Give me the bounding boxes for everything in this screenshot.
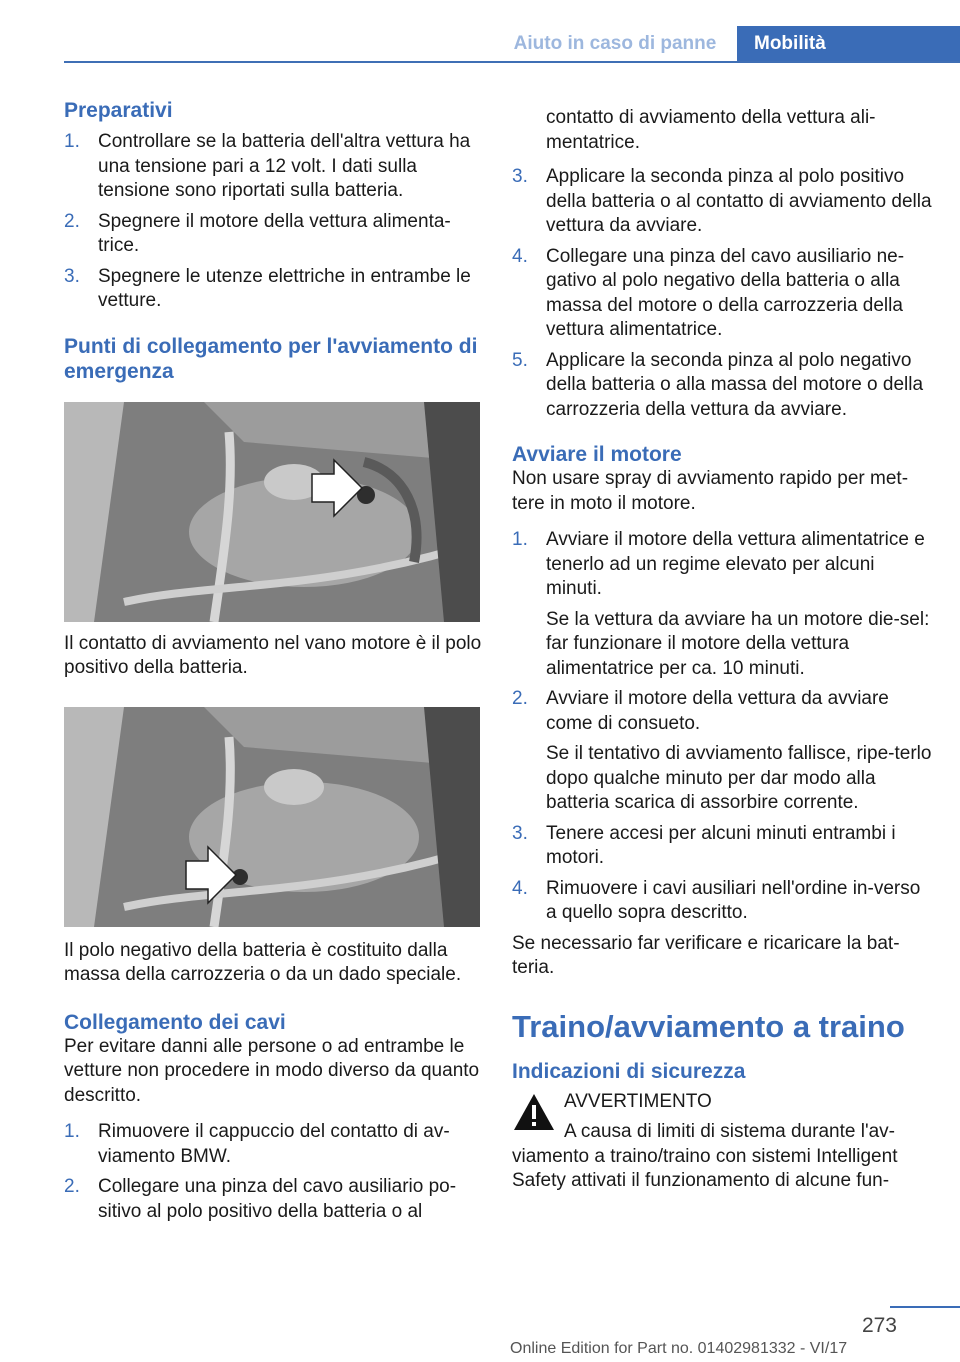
figure-1-caption: Il contatto di avviamento nel vano motore è il polo positivo della batteria. [64, 632, 482, 678]
list-item: 3. Spegnere le utenze elettriche in entrambe le vetture. [64, 265, 471, 311]
header-chapter-tab: Mobilità [737, 26, 960, 63]
cable-connection-intro: Per evitare danni alle persone o ad entrambe le vetture non procedere in modo diverso da quanto descritto. [64, 1035, 480, 1106]
list-item: 3. Tenere accesi per alcuni minuti entrambi i motori. [512, 822, 896, 868]
list-item: 1. Rimuovere il cappuccio del contatto di av‐viamento BMW. [64, 1121, 450, 1167]
start-engine-intro: Non usare spray di avviamento rapido per met‐tere in moto il motore. [512, 468, 909, 514]
engine-bay-figure-positive [64, 402, 480, 622]
list-item: 4. Collegare una pinza del cavo ausiliario ne‐gativo al polo negativo della batteria o alla massa del motore o della carrozzeria della vettura alimentatrice. [512, 245, 905, 340]
list-item-note: Se la vettura da avviare ha un motore die‐sel: far funzionare il motore della vettura alimentatrice per ca. 10 minuti. [546, 608, 930, 679]
footer-edition: Online Edition for Part no. 01402981332 - VI/17 [510, 1340, 848, 1357]
continued-text: contatto di avviamento della vettura ali‐mentatrice. [546, 107, 876, 153]
warning-block [512, 1090, 932, 1194]
safety-heading: Indicazioni di sicurezza [512, 1059, 746, 1083]
connection-points-heading: Punti di collegamento per l'avviamento di emergenza [64, 334, 478, 383]
list-item: 1. Controllare se la batteria dell'altra vettura ha una tensione pari a 12 volt. I dati sulla tensione sono riportati sulla batteria. [64, 131, 471, 201]
preparativi-heading: Preparativi [64, 99, 173, 122]
engine-bay-figure-negative [64, 707, 480, 927]
list-item: 2. Spegnere il motore della vettura alimenta‐trice. [64, 210, 451, 256]
right-column [512, 106, 932, 1194]
cable-connection-heading: Collegamento dei cavi [64, 1010, 286, 1034]
list-item-note: Se il tentativo di avviamento fallisce, ripe‐terlo dopo qualche minuto per dar modo alla batteria scarica di assorbire corrente. [546, 743, 932, 813]
list-item: 3. Applicare la seconda pinza al polo positivo della batteria o al contatto di avviamento della vettura da avviare. [512, 166, 932, 236]
warning-label: AVVERTIMENTO [564, 1090, 712, 1112]
figure-2-caption: Il polo negativo della batteria è costituito dalla massa della carrozzeria o da un dado speciale. [64, 939, 462, 985]
list-item: 4. Rimuovere i cavi ausiliari nell'ordine in‐verso a quello sopra descritto. [512, 877, 921, 923]
preparativi-list [64, 130, 482, 314]
footer-rule [890, 1306, 960, 1308]
list-item: 2. Collegare una pinza del cavo ausiliario po‐sitivo al polo positivo della batteria o al [64, 1176, 457, 1222]
list-item: 1. Avviare il motore della vettura alimentatrice e tenerlo ad un regime elevato per alcuni minuti. Se la vettura da avviare ha un motore die‐sel: far funzionare il motore della vettura alimentatrice per ca. 10 minuti. [512, 528, 932, 681]
list-item: 5. Applicare la seconda pinza al polo negativo della batteria o alla massa del motore o della carrozzeria della vettura da avviare. [512, 349, 924, 420]
left-column [64, 98, 482, 1224]
page-number: 273 [861, 1314, 897, 1337]
warning-triangle-icon [512, 1092, 556, 1132]
header-rule [64, 61, 960, 63]
start-engine-list [512, 528, 932, 926]
warning-text: A causa di limiti di sistema durante l'av‐viamento a traino/traino con sistemi Intelligent Safety attivati il funzionamento di alcune fun‐ [512, 1121, 898, 1191]
start-engine-heading: Avviare il motore [512, 443, 682, 466]
cable-connection-list-continued [512, 165, 932, 422]
cable-connection-list [64, 1120, 482, 1224]
list-item: 2. Avviare il motore della vettura da avviare come di consueto. Se il tentativo di avviamento fallisce, ripe‐terlo dopo qualche minuto per dar modo alla batteria scarica di assorbire corrente. [512, 687, 932, 816]
header-section-title: Aiuto in caso di panne [513, 33, 717, 54]
start-engine-outro: Se necessario far verificare e ricaricare la bat‐teria. [512, 932, 900, 978]
towing-heading: Traino/avviamento a traino [512, 1008, 905, 1044]
